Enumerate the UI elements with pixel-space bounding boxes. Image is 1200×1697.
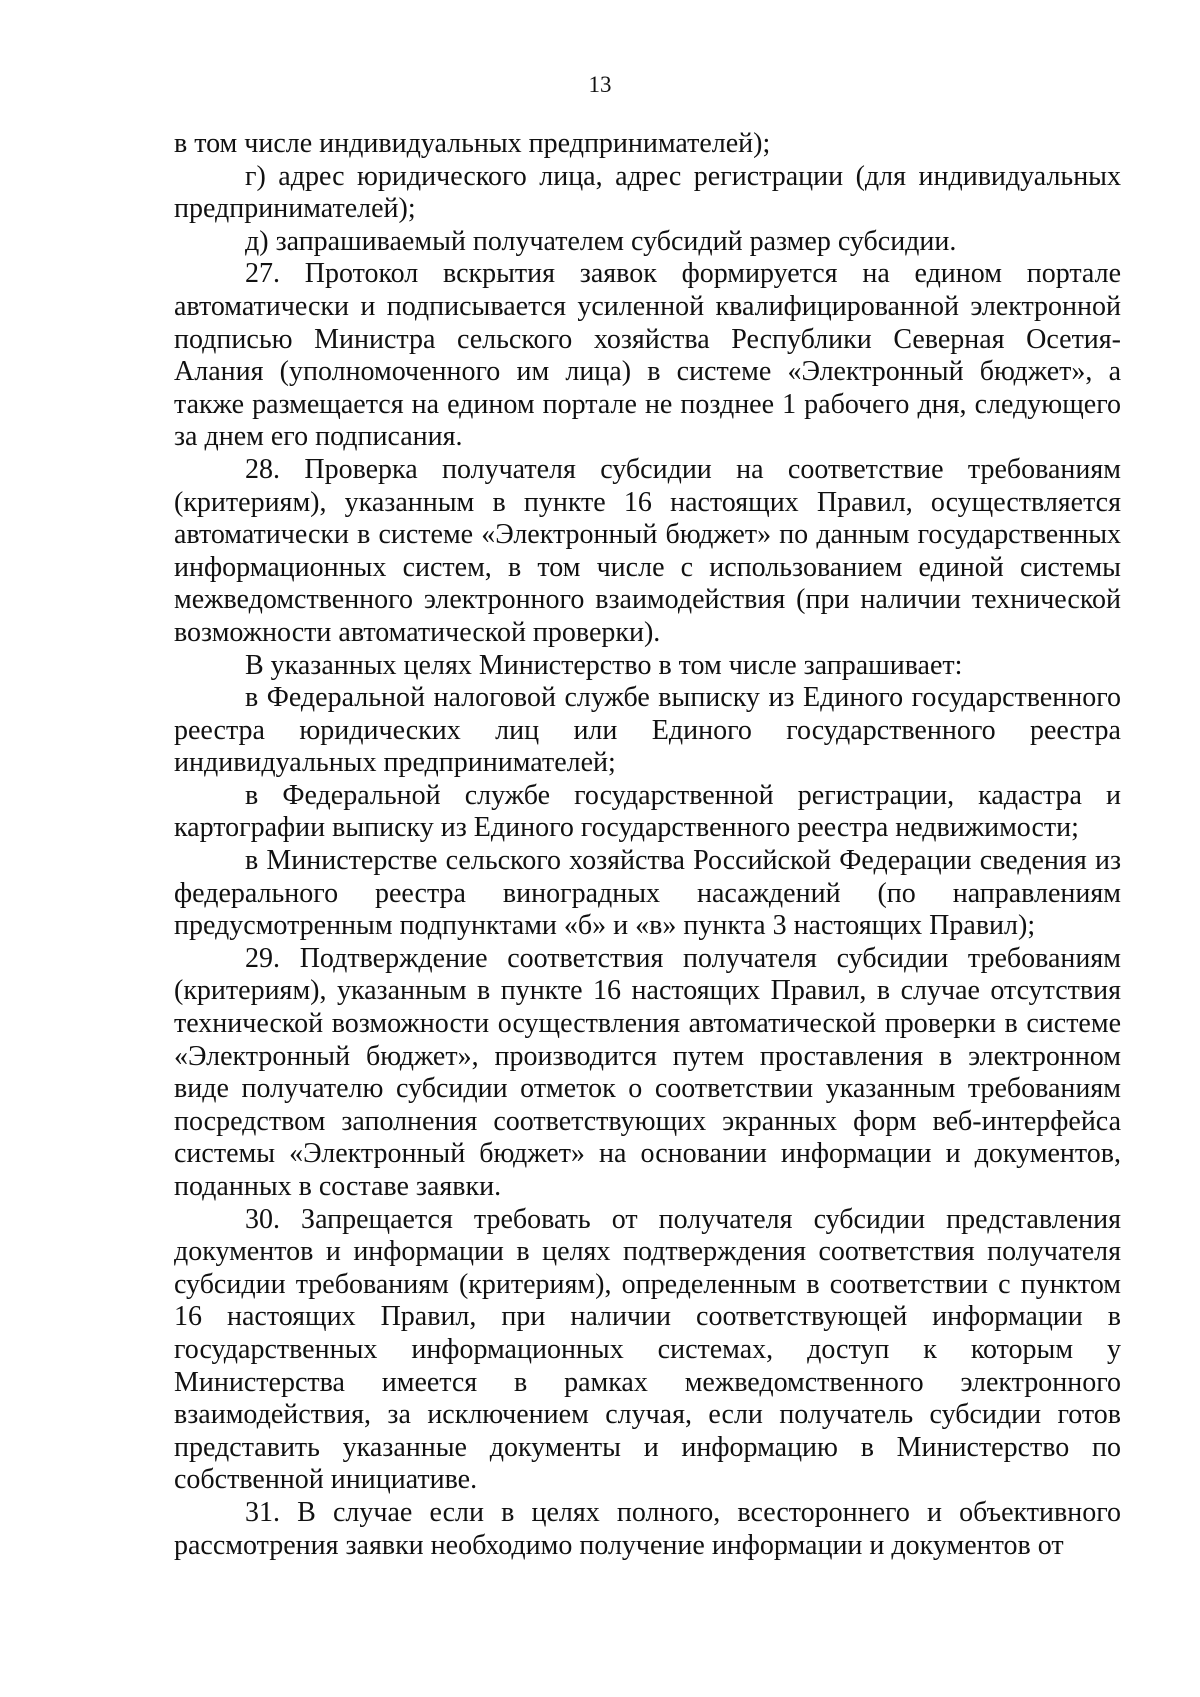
paragraph-30: 30. Запрещается требовать от получателя субсидии представления документов и информации в целях подтверждения соответствия получателя субсидии требованиям (критериям), определенным в соответствии с пунктом 16 настоящих Правил, при наличии соответствующей информации в государственных информационных системах, доступ к которым у Министерства имеется в рамках межведомственного электронного взаимодействия, за исключением случая, если получатель субсидии готов представить указанные документы и информацию в Министерство по собственной инициативе. bbox=[174, 1203, 1121, 1496]
paragraph-item-d: д) запрашиваемый получателем субсидий размер субсидии. bbox=[245, 225, 957, 257]
paragraph-31: 31. В случае если в целях полного, всестороннего и объективного рассмотрения заявки необходимо получение информации и документов от bbox=[174, 1496, 1121, 1561]
paragraph-requests-intro: В указанных целях Министерство в том числе запрашивает: bbox=[245, 649, 963, 681]
paragraph-continuation: в том числе индивидуальных предпринимателей); bbox=[174, 128, 771, 159]
paragraph-29: 29. Подтверждение соответствия получателя субсидии требованиям (критериям), указанным в пункте 16 настоящих Правил, в случае отсутствия технической возможности осуществления автоматической проверки в системе «Электронный бюджет», производится путем проставления в электронном виде получателю субсидии отметок о соответствии указанным требованиям посредством заполнения соответствующих экранных форм веб-интерфейса системы «Электронный бюджет» на основании информации и документов, поданных в составе заявки. bbox=[174, 942, 1121, 1202]
paragraph-28: 28. Проверка получателя субсидии на соответствие требованиям (критериям), указанным в пункте 16 настоящих Правил, осуществляется автоматически в системе «Электронный бюджет» по данным государственных информационных систем, в том числе с использованием единой системы межведомственного электронного взаимодействия (при наличии технической возможности автоматической проверки). bbox=[174, 453, 1121, 648]
paragraph-request-agriculture-ministry: в Министерстве сельского хозяйства Российской Федерации сведения из федерального реестра виноградных насаждений (по направлениям предусмотренным подпунктами «б» и «в» пункта 3 настоящих Правил); bbox=[174, 845, 1121, 942]
paragraph-request-tax-service: в Федеральной налоговой службе выписку из Единого государственного реестра юридических лиц или Единого государственного реестра индивидуальных предпринимателей; bbox=[174, 682, 1121, 779]
paragraph-item-g: г) адрес юридического лица, адрес регистрации (для индивидуальных предпринимателей); bbox=[174, 160, 1121, 225]
paragraph-27: 27. Протокол вскрытия заявок формируется на едином портале автоматически и подписывается усиленной квалифицированной электронной подписью Министра сельского хозяйства Республики Северная Осетия-Алания (уполномоченного им лица) в системе «Электронный бюджет», а также размещается на едином портале не позднее 1 рабочего дня, следующего за днем его подписания. bbox=[174, 258, 1121, 453]
page-number: 13 bbox=[588, 72, 612, 97]
paragraph-request-registration-service: в Федеральной службе государственной регистрации, кадастра и картографии выписку из Единого государственного реестра недвижимости; bbox=[174, 779, 1121, 844]
document-body bbox=[174, 128, 1121, 1562]
